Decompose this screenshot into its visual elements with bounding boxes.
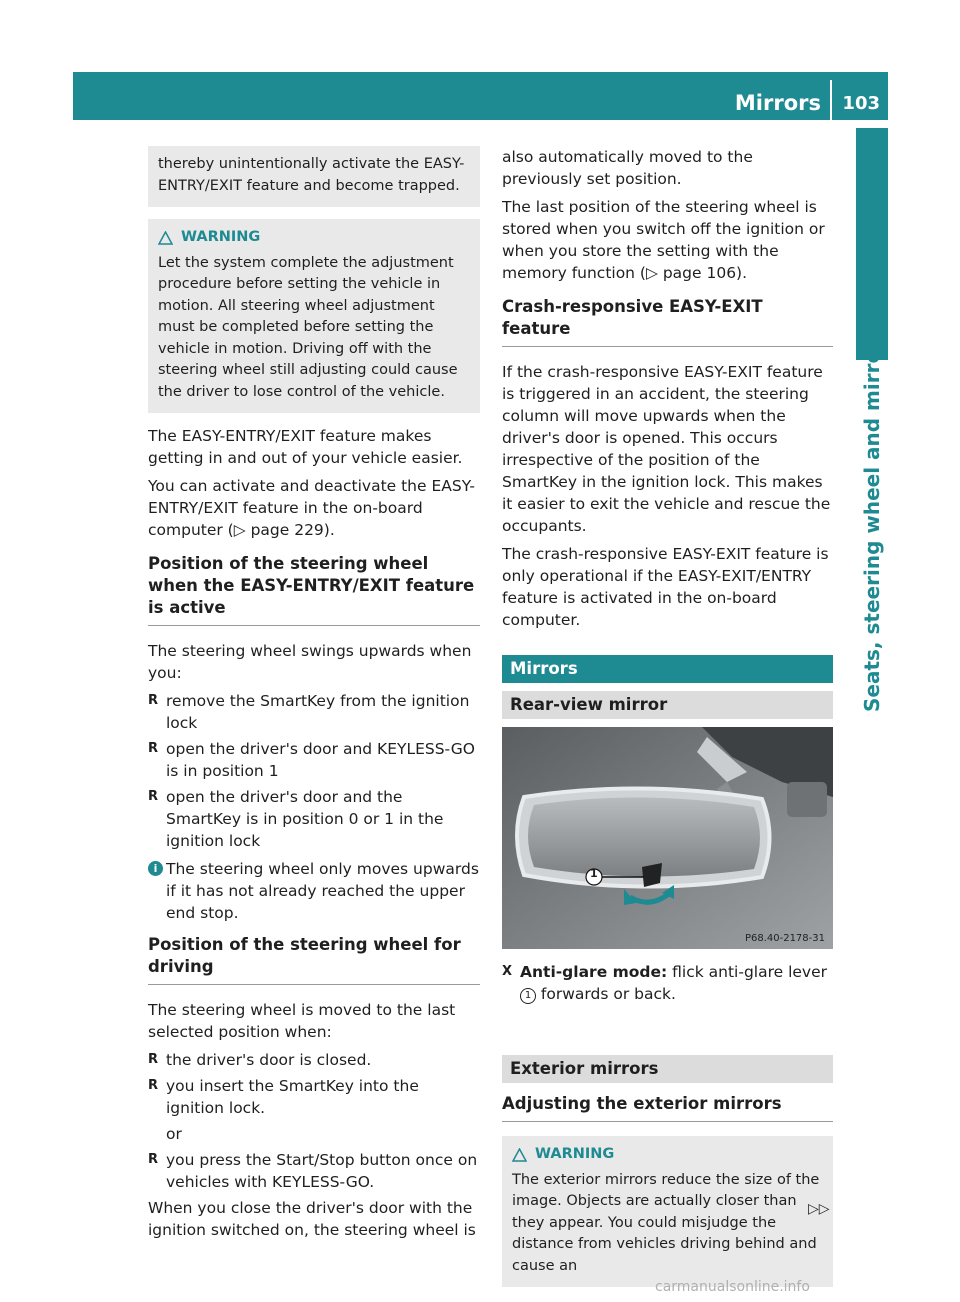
warning-triangle-icon [512, 1148, 527, 1162]
heading: Position of the steering wheel for driving [148, 935, 461, 976]
side-tab [856, 128, 888, 360]
info-note-text: The steering wheel only moves upwards if it has not already reached the upper end stop. [166, 860, 479, 922]
intro-box-text: thereby unintentionally activate the EASY-ENTRY/EXIT feature and become trapped. [158, 156, 465, 194]
paragraph: The last position of the steering wheel is stored when you switch off the ignition or when you store the setting with the memory function (▷ page 106). [502, 198, 825, 282]
right-column [502, 146, 833, 1287]
sub-heading [148, 934, 480, 985]
paragraph: The crash-responsive EASY-EXIT feature is only operational if the EASY-EXIT/ENTRY feature is activated in the on-board computer. [502, 545, 829, 629]
warning-title: WARNING [535, 1146, 615, 1162]
paragraph: The EASY-ENTRY/EXIT feature makes getting in and out of your vehicle easier. [148, 427, 463, 467]
action-text-end: forwards or back. [536, 985, 676, 1003]
list-item: R open the driver's door and the SmartKey is in position 0 or 1 in the ignition lock [148, 786, 480, 852]
info-note [148, 858, 480, 924]
page-number: 103 [842, 93, 880, 114]
list-item: R you press the Start/Stop button once on vehicles with KEYLESS-GO. [148, 1149, 480, 1193]
warning-box [502, 1136, 833, 1287]
sub-heading [502, 296, 833, 347]
heading: Position of the steering wheel when the EASY-ENTRY/EXIT feature is active [148, 554, 475, 617]
list-item: R remove the SmartKey from the ignition lock [148, 690, 480, 734]
bullet-list [148, 1149, 480, 1193]
warning-heading [512, 1144, 825, 1166]
paragraph: When you close the driver's door with the ignition switched on, the steering wheel is [148, 1199, 476, 1239]
sub-heading [148, 553, 480, 626]
warning-text: Let the system complete the adjustment procedure before setting the vehicle in motion. All steering wheel adjustment must be completed before setting the vehicle in motion. Driving off with the steering wheel still adjusting could cause the driver to lose control of the vehicle. [158, 254, 458, 400]
warning-triangle-icon [158, 231, 173, 245]
paragraph: You can activate and deactivate the EASY-ENTRY/EXIT feature in the on-board computer (▷ page 229). [148, 477, 475, 539]
warning-title: WARNING [181, 229, 261, 245]
header-divider [830, 80, 832, 120]
heading: Crash-responsive EASY-EXIT feature [502, 297, 763, 338]
watermark: carmanualsonline.info [655, 1279, 810, 1295]
warning-text: The exterior mirrors reduce the size of the image. Objects are actually closer than they appear. You could misjudge the distance from vehicles driving behind and cause an [512, 1171, 820, 1274]
intro-box [148, 146, 480, 207]
paragraph: The steering wheel swings upwards when you: [148, 642, 472, 682]
continue-arrows: ▷▷ [808, 1201, 830, 1217]
warning-box [148, 219, 480, 413]
callout-ref: 1 [520, 988, 536, 1004]
figure-code: P68.40-2178-31 [744, 933, 825, 944]
list-item: R you insert the SmartKey into the ignition lock. [148, 1075, 480, 1119]
left-column [148, 146, 480, 1247]
or-text: or [166, 1125, 182, 1143]
paragraph: also automatically moved to the previously set position. [502, 148, 753, 188]
heading: Adjusting the exterior mirrors [502, 1094, 782, 1113]
sub-heading [502, 1093, 833, 1122]
paragraph: The steering wheel is moved to the last selected position when: [148, 1001, 456, 1041]
action-label: Anti-glare mode: [520, 963, 668, 981]
header-bar [73, 72, 888, 120]
list-item: R open the driver's door and KEYLESS-GO is in position 1 [148, 738, 480, 782]
section-title: Mirrors [734, 91, 821, 115]
subsection-bar: Exterior mirrors [502, 1055, 833, 1083]
info-icon: i [148, 861, 163, 876]
figure-callout: 1 [590, 867, 598, 880]
section-bar: Mirrors [502, 655, 833, 683]
action-text: flick anti-glare lever [667, 963, 828, 981]
subsection-bar: Rear-view mirror [502, 691, 833, 719]
bullet-list [148, 1049, 480, 1119]
rear-view-mirror-figure [502, 727, 833, 949]
side-tab-label: Seats, steering wheel and mirrors [860, 328, 884, 712]
paragraph: If the crash-responsive EASY-EXIT feature is triggered in an accident, the steering column will move upwards when the driver's door is opened. This occurs irrespective of the position of the SmartKey in the ignition lock. This makes it easier to exit the vehicle and rescue the occupants. [502, 363, 831, 535]
list-item: R the driver's door is closed. [148, 1049, 480, 1071]
action-step [502, 961, 833, 1005]
warning-heading [158, 227, 472, 249]
bullet-list [148, 690, 480, 852]
action-mark: X [502, 964, 513, 979]
rear-view-mirror-illustration [502, 727, 833, 949]
